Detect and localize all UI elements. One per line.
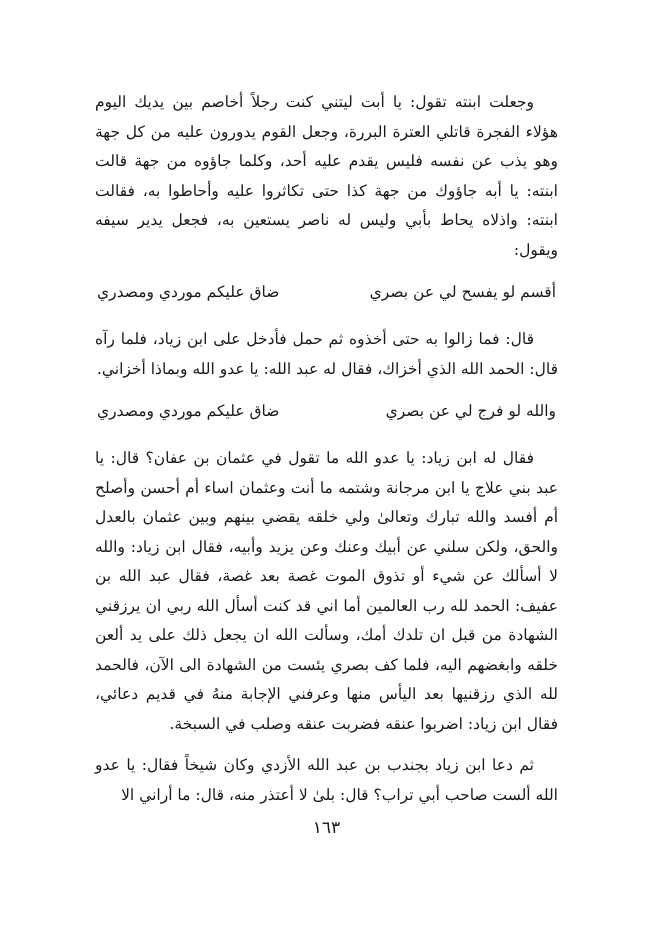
text-line: ولكن سلني عن أبيك وعنك وعن يزيد وأبيه، فقال ابن زياد: والله لا أسألك — [95, 537, 558, 585]
text-line: عن شيء أو تذوق الموت غصة بعد غصة، فقال عبد الله بن عفيف: — [95, 567, 558, 615]
text-line: وجعلت ابنته تقول: يا أبت ليتني كنت رجلاً أخاصم بين يديك اليوم — [95, 93, 534, 111]
paragraph-daughter-speech — [95, 88, 558, 265]
verse-1-second-hemistich: ضاق عليكم موردي ومصدري — [97, 283, 280, 301]
text-line: بني علاج يا ابن مرجانة وشتمه ما أنت وعثمان اساء أم أحسن وأصلح أم — [95, 478, 558, 526]
verse-2-first-hemistich: والله لو فرج لي عن بصري — [385, 402, 556, 420]
text-line: هؤلاء الفجرة قاتلي العترة البررة، وجعل القوم يدورون عليه من كل جهة — [95, 122, 558, 141]
paragraph-capture — [95, 325, 558, 384]
verse-2 — [95, 396, 558, 426]
text-line: واذلاه يحاط بأبي وليس له ناصر يستعين به، فجعل يدير سيفه ويقول: — [95, 211, 558, 259]
text-line: قال: فما زالوا به حتى أخذوه ثم حمل فأدخل على ابن زياد، فلما رآه — [95, 330, 534, 348]
text-line: ثم دعا ابن زياد بجندب بن عبد الله الأزدي وكان شيخاً فقال: يا عدو — [95, 756, 534, 774]
text-line: بعد اليأس منها وعرفني الإجابة منهُ في قديم دعائي، فقال ابن زياد: اضربوا — [95, 685, 558, 733]
verse-2-second-hemistich: ضاق عليكم موردي ومصدري — [97, 402, 280, 420]
paragraph-dialogue — [95, 444, 558, 739]
text-line: اليه، فلما كف بصري يئست من الشهادة الى الآن، فالحمد لله الذي رزقنيها — [95, 655, 558, 703]
text-line: أفسد والله تبارك وتعالىٰ ولي خلقه يقضي بينهم وبين عثمان بالعدل والحق، — [95, 508, 558, 556]
text-line: الله ألست صاحب أبي تراب؟ قال: بلىٰ لا أعتذر منه، قال: ما أراني الا — [121, 785, 558, 804]
verse-1-first-hemistich: أقسم لو يفسح لي عن بصري — [369, 283, 556, 301]
text-line: يا أبه جاؤوك من جهة كذا حتى تكاثروا عليه وأحاطوا به، فقالت ابنته: — [95, 181, 558, 229]
text-line: عنقه فضربت عنقه وصلب في السبخة. — [169, 714, 416, 733]
text-line: وهو يذب عن نفسه فليس يقدم عليه أحد، وكلما جاؤوه من جهة قالت ابنته: — [95, 152, 558, 200]
page-number: ١٦٣ — [312, 818, 341, 838]
paragraph-jundab — [95, 751, 558, 810]
text-line: قال: الحمد الله الذي أخزاك، فقال له عبد الله: يا عدو الله وبماذا أخزاني. — [96, 359, 558, 378]
text-line: الحمد لله رب العالمين أما اني قد كنت أسأل الله ربي ان يرزقني الشهادة من — [95, 596, 558, 644]
verse-1 — [95, 277, 558, 307]
text-line: قبل ان تلدك أمك، وسألت الله ان يجعل ذلك على يد ألعن خلقه وابغضهم — [95, 626, 558, 674]
text-line: فقال له ابن زياد: يا عدو الله ما تقول في عثمان بن عفان؟ قال: يا عبد — [95, 449, 558, 497]
